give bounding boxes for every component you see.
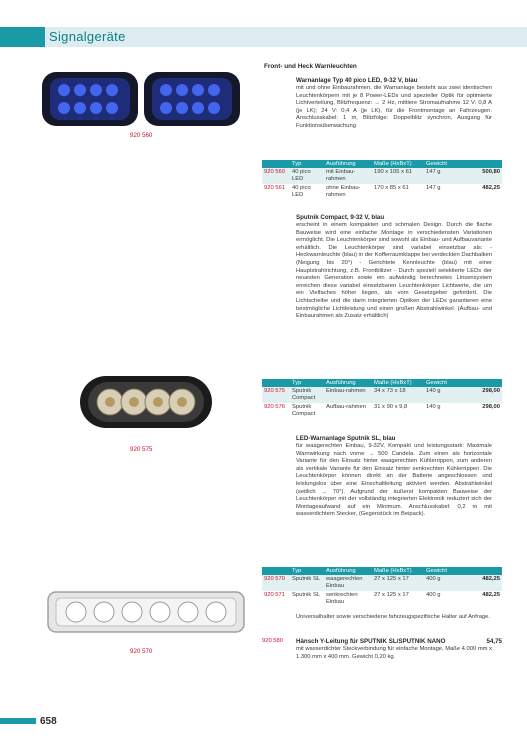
- price: 298,00: [482, 404, 500, 410]
- table-cell: 34 x 73 x 18: [372, 387, 424, 403]
- table-cell: Einbau-rahmen: [324, 387, 372, 403]
- table-cell: 147 g: [424, 168, 452, 184]
- table-header-row: [262, 379, 502, 387]
- product-photo-sputnik-compact: [78, 372, 214, 432]
- photo-ref-920560: 920 560: [130, 132, 153, 139]
- table-header: Ausführung: [324, 160, 372, 168]
- spec-table-sputnik-sl: [262, 567, 502, 607]
- header-accent: [0, 27, 45, 47]
- table-row: [262, 184, 502, 200]
- table-header: Ausführung: [324, 379, 372, 387]
- table-cell: 27 x 125 x 17: [374, 592, 409, 598]
- table-cell: 140 g: [424, 387, 452, 403]
- table-cell: 147 g: [426, 185, 441, 191]
- table-header: Gewicht: [424, 567, 452, 575]
- table-header: [452, 379, 502, 387]
- table-cell: Sputnik SL: [292, 592, 321, 598]
- table-cell: senkrechten Einbau: [326, 592, 358, 605]
- table-row: [262, 387, 502, 403]
- table-row: [262, 168, 502, 184]
- spec-table-sputnik-compact: [262, 379, 502, 419]
- article-number: 920 575: [262, 387, 290, 403]
- table-header: Typ: [290, 567, 324, 575]
- table-header-row: [262, 160, 502, 168]
- article-number: 920 561: [264, 185, 285, 191]
- page-title: Signalgeräte: [49, 29, 126, 44]
- table-cell: Sputnik Compact: [292, 404, 316, 417]
- table-header: Maße (HxBxT): [372, 567, 424, 575]
- table-header: Gewicht: [424, 160, 452, 168]
- table-cell: 140 g: [426, 404, 441, 410]
- product-title-sputnik-compact: Sputnik Compact, 9-32 V, blau: [296, 214, 385, 221]
- table-header-row: [262, 567, 502, 575]
- table-row: [262, 575, 502, 591]
- table-cell: 170 x 85 x 61: [374, 185, 409, 191]
- holder-hint: Universalhalter sowie verschiedene fahrzeugspezifische Halter auf Anfrage.: [296, 614, 490, 620]
- table-header: [452, 160, 502, 168]
- table-cell: 400 g: [424, 575, 452, 591]
- accessory-description: mit wasserdichter Steckverbindung für einfache Montage, Maße 4.000 mm x 1.300 mm x 400 mm. Gewicht 0,20 kg.: [296, 646, 492, 660]
- photo-ref-920570: 920 570: [130, 648, 153, 655]
- table-header: [452, 567, 502, 575]
- table-cell: 40 pico LED: [290, 168, 324, 184]
- table-header: [262, 160, 290, 168]
- table-cell: Aufbau-rahmen: [326, 404, 366, 410]
- table-header: [262, 379, 290, 387]
- table-cell: 400 g: [426, 592, 441, 598]
- page-number: 658: [40, 716, 57, 727]
- table-header: Typ: [290, 379, 324, 387]
- spec-table-pico-led: [262, 160, 502, 200]
- product-title-sputnik-sl: LED-Warnanlage Sputnik SL, blau: [296, 435, 396, 442]
- table-header: [262, 567, 290, 575]
- product-photo-sputnik-sl: [46, 588, 246, 636]
- table-cell: mit Einbau-rahmen: [324, 168, 372, 184]
- table-cell: Sputnik SL: [290, 575, 324, 591]
- table-cell: 27 x 125 x 17: [372, 575, 424, 591]
- table-cell: Sputnik Compact: [290, 387, 324, 403]
- price: 298,00: [452, 387, 502, 403]
- price: 482,25: [482, 592, 500, 598]
- table-header: Typ: [290, 160, 324, 168]
- photo-ref-920575: 920 575: [130, 446, 153, 453]
- table-cell: 40 pico LED: [292, 185, 311, 198]
- table-cell: 190 x 105 x 61: [372, 168, 424, 184]
- product-description-pico-led: mit und ohne Einbaurahmen, die Warnanlage besteht aus zwei identischen Leuchtenkörpern mit je 8 Power-LEDs und spezieller Optik für optimierte Lichtverteilung, Blitzfrequenz: → 2 Hz, mittlere Stromaufnahme 12 V: 0,8 A (je LK); 24 V: 0,4 A (je LK), für die Frontmontage an Fahrzeugen. Anschlusskabel: 1 m, Blitzfolge: Doppelblitz synchron, Ausgang für Funktionsüberwachung: [296, 85, 492, 129]
- price: 482,25: [452, 575, 502, 591]
- footer-bar: [0, 718, 36, 724]
- price: 482,25: [482, 185, 500, 191]
- table-header: Ausführung: [324, 567, 372, 575]
- article-number: 920 560: [262, 168, 290, 184]
- product-description-sputnik-compact: erscheint in einem kompakten und schmalen Design. Durch die flache Bauweise wird eine einfache Montage in verschiedensten Variationen ermöglicht. Die Leuchtenkörper sind sowohl als Einbau- und Aufbauvariante erhältlich. Die Leuchtenkörper sind variabel einsetzbar als: - Heckwarnleuchte (blau) in der Kofferraumklappe bei verdeckten Dachbalken (Neigung bis 20°) - Gerichtete Kennleuchte (blau) mit einer Hauptstrahlrichtung, z.B. Frontblitzer - Durch speziell selektierte LEDs der neuesten Generation sowie ein aufwändig berechnetes Linsensystem erreichen diese variabel einsetzbaren Leuchtenkörper Lichtwerte, die um ein Vielfaches höher liegen, als vom Gesetzgeber gefordert. Die Lichtscheibe und die darin integrierten Optiken der LEDs garantieren eine bestmögliche Lichtleistung und einen großen Abstrahlwinkel. (Aufbau- und Einbaurahmen als Zusatz erhältlich): [296, 222, 492, 320]
- section-heading: Front- und Heck Warnleuchten: [264, 63, 357, 70]
- product-photo-pico-led: [38, 68, 244, 130]
- accessory-title: Hänsch Y-Leitung für SPUTNIK SL/SPUTNIK NANO: [296, 638, 446, 645]
- article-number: 920 570: [262, 575, 290, 591]
- table-header: Gewicht: [424, 379, 452, 387]
- article-number: 920 580: [262, 638, 283, 644]
- price: 54,75: [486, 638, 502, 645]
- product-title-pico-led: Warnanlage Typ 40 pico LED, 9-32 V, blau: [296, 77, 418, 84]
- article-number: 920 576: [264, 404, 285, 410]
- table-header: Maße (HxBxT): [372, 160, 424, 168]
- table-header: Maße (HxBxT): [372, 379, 424, 387]
- table-row: [262, 403, 502, 419]
- price: 500,80: [452, 168, 502, 184]
- article-number: 920 571: [264, 592, 285, 598]
- table-cell: 31 x 90 x 9,8: [374, 404, 408, 410]
- table-row: [262, 591, 502, 607]
- product-description-sputnik-sl: für waagerechten Einbau, 9-32V, Kompakt und leistungsstark: Maximale Warnwirkung nach vorne → 500 Candela. Zum einen als horizontale Variante für den Einsatz hinter waagerechten Kühlerrippen, zum anderen als vertikale Variante für den Einsatz hinter senkrechten Kühlerrippen. Die Leuchtenkörper können direkt an der Batterie angeschlossen und leistungslos über eine Einschaltleitung aktiviert werden. Abstrahlwinkel (seitlich → 70°). Aufgrund der äußerst kompakten Bauweise der Leuchtenkörper mit der vollständig integrierten Elektronik reduziert sich der Montageaufwand auf ein Minimum. Anschlusskabel: 0,2 m mit wasserdichtem Stecker, (Gegenstück im Beipack).: [296, 443, 492, 518]
- table-cell: ohne Einbau-rahmen: [326, 185, 361, 198]
- table-cell: waagerechten Einbau: [324, 575, 372, 591]
